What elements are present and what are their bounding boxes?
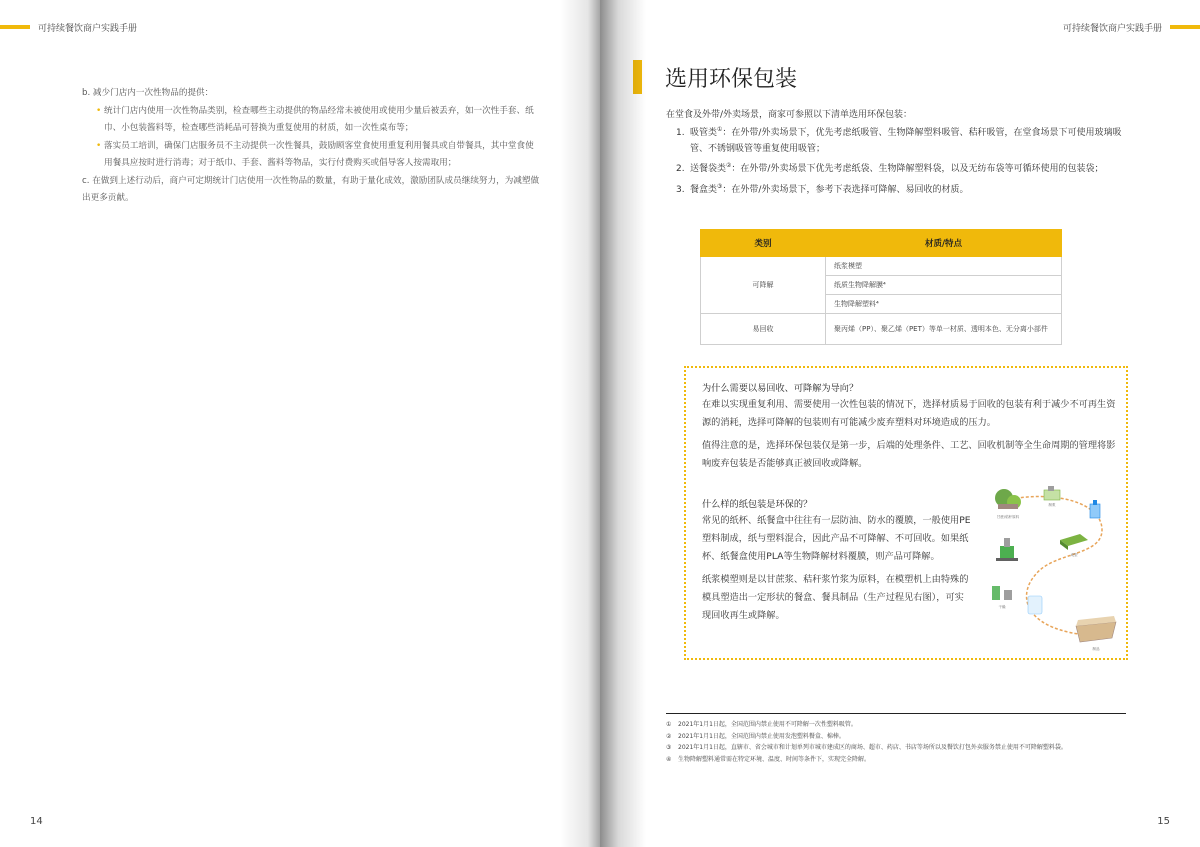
- gutter-shadow: [600, 0, 646, 847]
- table-header-material: 材质/特点: [826, 230, 1062, 257]
- info-callout-box: [684, 366, 1128, 660]
- packaging-list: [676, 126, 1134, 203]
- raw-material-icon: [995, 489, 1021, 519]
- svg-text:制品: 制品: [1092, 647, 1100, 651]
- header-accent-bar: [0, 25, 30, 29]
- footnote: ② 2021年1月1日起，全国范围内禁止使用发泡塑料餐盒、棉棒。: [666, 732, 845, 740]
- table-row: [701, 257, 1062, 276]
- item-b-heading: b. 减少门店内一次性物品的提供：: [82, 88, 214, 98]
- footnote-divider: [666, 713, 1126, 714]
- intro-text: 在堂食及外带/外卖场景，商家可参照以下清单选用环保包装：: [666, 110, 913, 120]
- press-machine-icon: [996, 538, 1018, 561]
- bullet-item: • 统计门店内使用一次性物品类别，检查哪些主动提供的物品经常未被使用或使用少量后被丢弃，如一次性手套、纸巾、小包装酱料等，检查哪些消耗品可替换为重复使用的材质，如一次性桌布等；: [96, 103, 542, 138]
- right-page: [600, 0, 1200, 847]
- callout-question: 什么样的纸包装是环保的？: [702, 499, 813, 510]
- header-title: 可持续餐饮商户实践手册: [38, 24, 138, 34]
- callout-paragraph: 值得注意的是，选择环保包装仅是第一步，后端的处理条件、工艺、回收机制等全生命周期的管理将影响废弃包装是否能够真正被回收或降解。: [702, 440, 1116, 469]
- footnote: ① 2021年1月1日起，全国范围内禁止使用不可降解一次性塑料吸管。: [666, 721, 857, 728]
- callout-section-paper: [702, 496, 972, 630]
- pulping-icon: [1044, 486, 1060, 507]
- callout-paragraph: 纸浆模塑则是以甘蔗浆、秸秆浆竹浆为原料，在模塑机上由特殊的模具塑造出一定形状的餐盒、餐具制品（生产过程见右图），可实现回收再生或降解。: [702, 574, 969, 621]
- table-header-row: [701, 230, 1062, 257]
- table-cell-category: 可降解: [701, 257, 826, 314]
- footnotes: [666, 719, 1136, 765]
- callout-question: 为什么需要以易回收、可降解为导向？: [702, 383, 859, 394]
- page-number-left: 14: [30, 816, 43, 827]
- drying-icon: [992, 586, 1012, 609]
- list-item: 3. 餐盒类③：在外带/外卖场景下，参考下表选择可降解、易回收的材质。: [676, 182, 969, 195]
- pulp-molding-process-illustration: [984, 482, 1126, 654]
- footnote: ③ 2021年1月1日起，直辖市、省会城市和计划单列市城市建成区的商场、超市、药店、书店等场所以及餐饮打包外卖服务禁止使用不可降解塑料袋。: [666, 744, 1067, 751]
- bullet-item: • 落实员工培训，确保门店服务员不主动提供一次性餐具，鼓励顾客堂食使用重复利用餐具或自带餐具，其中堂食使用餐具应按时进行消毒；对于纸巾、手套、酱料等物品，实行付费购买或倡导客人按需取用；: [96, 138, 542, 173]
- callout-section-why: [702, 380, 1120, 478]
- page-title: 选用环保包装: [665, 67, 798, 92]
- item-c: c. 在做到上述行动后，商户可定期统计门店使用一次性物品的数量，有助于量化成效，激励团队成员继续努力，为减塑做出更多贡献。: [82, 175, 540, 203]
- page-number-right: 15: [1157, 816, 1170, 827]
- gutter-shadow: [560, 0, 600, 847]
- molding-machine-icon: [1060, 534, 1088, 557]
- svg-text:甘蔗/秸秆原料: 甘蔗/秸秆原料: [996, 515, 1020, 519]
- table-row: [701, 314, 1062, 345]
- table-cell: 聚丙烯（PP）、聚乙烯（PET）等单一材质、透明本色、无分离小部件: [826, 314, 1062, 345]
- table-cell: 纸浆模塑: [826, 257, 1062, 276]
- materials-table: [700, 229, 1062, 345]
- item-b-bullets: [82, 103, 542, 173]
- callout-paragraph: 在难以实现重复利用、需要使用一次性包装的情况下，选择材质易于回收的包装有利于减少不可再生资源的消耗，选择可降解的包装则有可能减少废弃塑料对环境造成的压力。: [702, 399, 1116, 428]
- table-cell-category: 易回收: [701, 314, 826, 345]
- table-header-category: 类别: [701, 230, 826, 257]
- list-item: 1. 吸管类①：在外带/外卖场景下，优先考虑纸吸管、生物降解塑料吸管、秸秆吸管，在堂食场景下可使用玻璃吸管、不锈钢吸管等重复使用吸管；: [676, 126, 1122, 154]
- callout-paragraph: 常见的纸杯、纸餐盒中往往有一层防油、防水的覆膜，一般使用PE塑料制成，纸与塑料混合，因此产品不可降解、不可回收。如果纸杯、纸餐盒使用PLA等生物降解材料覆膜，则产品可降解。: [702, 515, 971, 562]
- tank-icon: [1090, 500, 1100, 518]
- svg-text:成型: 成型: [1070, 553, 1078, 557]
- svg-text:制浆: 制浆: [1048, 503, 1056, 507]
- meal-box-icon: [1076, 616, 1116, 651]
- header-title: 可持续餐饮商户实践手册: [1062, 24, 1162, 34]
- left-body: [82, 85, 542, 208]
- footnote: ④ 生物降解塑料通常需在特定环境、温度、时间等条件下，实现完全降解。: [666, 755, 871, 763]
- table-cell: 生物降解塑料⁴: [826, 295, 1062, 314]
- svg-text:干燥: 干燥: [998, 605, 1006, 609]
- table-cell: 纸质生物降解膜⁴: [826, 276, 1062, 295]
- list-item: 2. 送餐袋类②：在外带/外卖场景下优先考虑纸袋、生物降解塑料袋，以及无纺布袋等可循环使用的包装袋；: [676, 162, 1104, 174]
- header-accent-bar: [1170, 25, 1200, 29]
- product-bag-icon: [1028, 596, 1042, 614]
